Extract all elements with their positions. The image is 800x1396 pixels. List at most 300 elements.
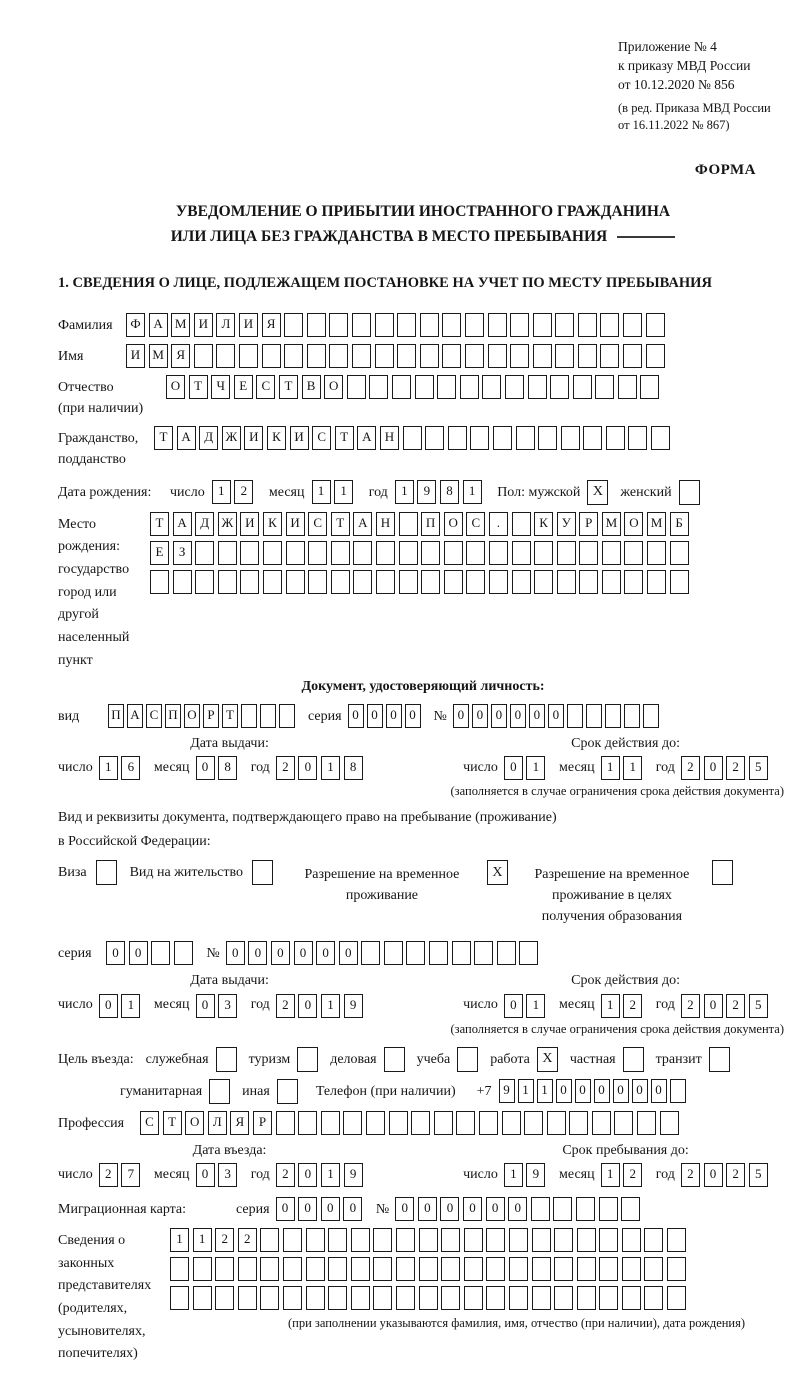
- char-cell[interactable]: [353, 541, 372, 565]
- char-cell[interactable]: [567, 704, 583, 728]
- char-cell[interactable]: [399, 541, 418, 565]
- char-cell[interactable]: Ч: [211, 375, 230, 399]
- char-cell[interactable]: [605, 704, 621, 728]
- char-cell[interactable]: [599, 1286, 618, 1310]
- char-cell[interactable]: [489, 570, 508, 594]
- char-cell[interactable]: [488, 313, 507, 337]
- char-cell[interactable]: Ж: [222, 426, 241, 450]
- char-cell[interactable]: [260, 1228, 279, 1252]
- char-cell[interactable]: А: [357, 426, 376, 450]
- char-cell[interactable]: [331, 541, 350, 565]
- char-cell[interactable]: [441, 1257, 460, 1281]
- checkbox-purpose-official[interactable]: [216, 1047, 237, 1072]
- char-cell[interactable]: [644, 1228, 663, 1252]
- char-cell[interactable]: [667, 1257, 686, 1281]
- id-doc-number-cells[interactable]: [453, 704, 662, 728]
- char-cell[interactable]: 0: [343, 1197, 362, 1221]
- char-cell[interactable]: [488, 344, 507, 368]
- char-cell[interactable]: [577, 1228, 596, 1252]
- char-cell[interactable]: И: [290, 426, 309, 450]
- char-cell[interactable]: [579, 541, 598, 565]
- char-cell[interactable]: [482, 375, 501, 399]
- char-cell[interactable]: Ж: [218, 512, 237, 536]
- char-cell[interactable]: [606, 426, 625, 450]
- char-cell[interactable]: 2: [215, 1228, 234, 1252]
- char-cell[interactable]: [528, 375, 547, 399]
- char-cell[interactable]: 0: [106, 941, 125, 965]
- profession-cells[interactable]: [140, 1111, 682, 1135]
- char-cell[interactable]: 1: [601, 994, 620, 1018]
- char-cell[interactable]: О: [166, 375, 185, 399]
- char-cell[interactable]: [624, 704, 640, 728]
- char-cell[interactable]: [238, 1257, 257, 1281]
- char-cell[interactable]: Р: [203, 704, 219, 728]
- char-cell[interactable]: [640, 375, 659, 399]
- char-cell[interactable]: [321, 1111, 340, 1135]
- char-cell[interactable]: И: [240, 512, 259, 536]
- birth-month-cells[interactable]: [312, 480, 357, 504]
- char-cell[interactable]: [389, 1111, 408, 1135]
- char-cell[interactable]: [524, 1111, 543, 1135]
- char-cell[interactable]: И: [239, 313, 258, 337]
- char-cell[interactable]: [376, 570, 395, 594]
- char-cell[interactable]: Л: [208, 1111, 227, 1135]
- char-cell[interactable]: [622, 1286, 641, 1310]
- char-cell[interactable]: [195, 541, 214, 565]
- checkbox-purpose-tourism[interactable]: [297, 1047, 318, 1072]
- char-cell[interactable]: 9: [417, 480, 436, 504]
- char-cell[interactable]: [366, 1111, 385, 1135]
- char-cell[interactable]: [465, 344, 484, 368]
- id-doc-until-year-cells[interactable]: [681, 756, 771, 780]
- char-cell[interactable]: [547, 1111, 566, 1135]
- char-cell[interactable]: [486, 1228, 505, 1252]
- patronymic-cells[interactable]: [166, 375, 663, 399]
- char-cell[interactable]: [622, 1257, 641, 1281]
- id-doc-until-day-cells[interactable]: [504, 756, 549, 780]
- char-cell[interactable]: [307, 313, 326, 337]
- char-cell[interactable]: [538, 426, 557, 450]
- char-cell[interactable]: [592, 1111, 611, 1135]
- char-cell[interactable]: [421, 541, 440, 565]
- char-cell[interactable]: [464, 1228, 483, 1252]
- char-cell[interactable]: 2: [726, 1163, 745, 1187]
- char-cell[interactable]: И: [286, 512, 305, 536]
- char-cell[interactable]: [554, 1228, 573, 1252]
- char-cell[interactable]: [352, 344, 371, 368]
- char-cell[interactable]: [444, 541, 463, 565]
- char-cell[interactable]: С: [312, 426, 331, 450]
- char-cell[interactable]: [260, 1257, 279, 1281]
- char-cell[interactable]: [240, 570, 259, 594]
- char-cell[interactable]: Т: [163, 1111, 182, 1135]
- char-cell[interactable]: [624, 570, 643, 594]
- char-cell[interactable]: 0: [367, 704, 383, 728]
- char-cell[interactable]: 1: [526, 756, 545, 780]
- char-cell[interactable]: [452, 941, 471, 965]
- char-cell[interactable]: [667, 1286, 686, 1310]
- char-cell[interactable]: 0: [248, 941, 267, 965]
- char-cell[interactable]: 0: [418, 1197, 437, 1221]
- char-cell[interactable]: [276, 1111, 295, 1135]
- char-cell[interactable]: [595, 375, 614, 399]
- char-cell[interactable]: [533, 344, 552, 368]
- char-cell[interactable]: [170, 1257, 189, 1281]
- char-cell[interactable]: 1: [334, 480, 353, 504]
- char-cell[interactable]: 0: [504, 994, 523, 1018]
- stay-doc-until-month-cells[interactable]: [601, 994, 646, 1018]
- char-cell[interactable]: Е: [234, 375, 253, 399]
- char-cell[interactable]: 1: [518, 1079, 534, 1103]
- char-cell[interactable]: [239, 344, 258, 368]
- char-cell[interactable]: [352, 313, 371, 337]
- char-cell[interactable]: 2: [681, 994, 700, 1018]
- char-cell[interactable]: [263, 570, 282, 594]
- char-cell[interactable]: 6: [121, 756, 140, 780]
- char-cell[interactable]: [193, 1286, 212, 1310]
- char-cell[interactable]: Я: [262, 313, 281, 337]
- char-cell[interactable]: [643, 704, 659, 728]
- char-cell[interactable]: Т: [222, 704, 238, 728]
- char-cell[interactable]: [660, 1111, 679, 1135]
- id-doc-issue-year-cells[interactable]: [276, 756, 366, 780]
- char-cell[interactable]: 0: [99, 994, 118, 1018]
- char-cell[interactable]: [308, 541, 327, 565]
- char-cell[interactable]: [307, 344, 326, 368]
- char-cell[interactable]: [215, 1257, 234, 1281]
- char-cell[interactable]: 0: [386, 704, 402, 728]
- char-cell[interactable]: [512, 512, 531, 536]
- char-cell[interactable]: О: [185, 1111, 204, 1135]
- id-doc-kind-cells[interactable]: [108, 704, 298, 728]
- char-cell[interactable]: [193, 1257, 212, 1281]
- char-cell[interactable]: 0: [508, 1197, 527, 1221]
- char-cell[interactable]: 0: [613, 1079, 629, 1103]
- char-cell[interactable]: [505, 375, 524, 399]
- char-cell[interactable]: В: [302, 375, 321, 399]
- char-cell[interactable]: [555, 313, 574, 337]
- checkbox-purpose-business[interactable]: [384, 1047, 405, 1072]
- char-cell[interactable]: М: [149, 344, 168, 368]
- char-cell[interactable]: [284, 313, 303, 337]
- char-cell[interactable]: [283, 1257, 302, 1281]
- char-cell[interactable]: 1: [321, 994, 340, 1018]
- char-cell[interactable]: 0: [594, 1079, 610, 1103]
- char-cell[interactable]: 0: [704, 756, 723, 780]
- char-cell[interactable]: 0: [548, 704, 564, 728]
- checkbox-gender-male[interactable]: X: [587, 480, 608, 505]
- phone-cells[interactable]: [499, 1079, 689, 1103]
- stay-until-year-cells[interactable]: [681, 1163, 771, 1187]
- char-cell[interactable]: 1: [212, 480, 231, 504]
- char-cell[interactable]: [306, 1228, 325, 1252]
- char-cell[interactable]: 8: [344, 756, 363, 780]
- char-cell[interactable]: И: [244, 426, 263, 450]
- char-cell[interactable]: Т: [279, 375, 298, 399]
- char-cell[interactable]: 0: [196, 756, 215, 780]
- birthplace-row2-cells[interactable]: [150, 541, 692, 565]
- char-cell[interactable]: [218, 570, 237, 594]
- char-cell[interactable]: Я: [230, 1111, 249, 1135]
- char-cell[interactable]: [489, 541, 508, 565]
- checkbox-residence-permit[interactable]: [252, 860, 273, 885]
- char-cell[interactable]: [397, 313, 416, 337]
- char-cell[interactable]: [573, 375, 592, 399]
- char-cell[interactable]: М: [171, 313, 190, 337]
- char-cell[interactable]: 9: [344, 994, 363, 1018]
- char-cell[interactable]: К: [267, 426, 286, 450]
- surname-cells[interactable]: [126, 313, 668, 337]
- entry-month-cells[interactable]: [196, 1163, 241, 1187]
- char-cell[interactable]: [644, 1257, 663, 1281]
- char-cell[interactable]: [240, 541, 259, 565]
- char-cell[interactable]: [351, 1257, 370, 1281]
- char-cell[interactable]: 2: [276, 994, 295, 1018]
- representatives-row1-cells[interactable]: [170, 1228, 745, 1252]
- char-cell[interactable]: 0: [704, 994, 723, 1018]
- char-cell[interactable]: 0: [491, 704, 507, 728]
- char-cell[interactable]: 3: [218, 994, 237, 1018]
- char-cell[interactable]: [328, 1257, 347, 1281]
- id-doc-series-cells[interactable]: [348, 704, 424, 728]
- char-cell[interactable]: [419, 1286, 438, 1310]
- char-cell[interactable]: [460, 375, 479, 399]
- char-cell[interactable]: [512, 541, 531, 565]
- char-cell[interactable]: [599, 1257, 618, 1281]
- checkbox-purpose-humanitarian[interactable]: [209, 1079, 230, 1104]
- char-cell[interactable]: [260, 1286, 279, 1310]
- char-cell[interactable]: [667, 1228, 686, 1252]
- char-cell[interactable]: [260, 704, 276, 728]
- char-cell[interactable]: 9: [344, 1163, 363, 1187]
- char-cell[interactable]: [263, 541, 282, 565]
- char-cell[interactable]: [329, 313, 348, 337]
- char-cell[interactable]: О: [324, 375, 343, 399]
- char-cell[interactable]: Д: [195, 512, 214, 536]
- char-cell[interactable]: Л: [216, 313, 235, 337]
- char-cell[interactable]: 0: [298, 1163, 317, 1187]
- char-cell[interactable]: [510, 344, 529, 368]
- stay-doc-issue-month-cells[interactable]: [196, 994, 241, 1018]
- stay-doc-series-cells[interactable]: [106, 941, 196, 965]
- char-cell[interactable]: 0: [440, 1197, 459, 1221]
- char-cell[interactable]: 0: [294, 941, 313, 965]
- char-cell[interactable]: [670, 570, 689, 594]
- char-cell[interactable]: [434, 1111, 453, 1135]
- stay-until-day-cells[interactable]: [504, 1163, 549, 1187]
- char-cell[interactable]: [509, 1286, 528, 1310]
- char-cell[interactable]: 0: [316, 941, 335, 965]
- char-cell[interactable]: [343, 1111, 362, 1135]
- char-cell[interactable]: [286, 570, 305, 594]
- char-cell[interactable]: 0: [298, 756, 317, 780]
- char-cell[interactable]: А: [173, 512, 192, 536]
- char-cell[interactable]: 1: [537, 1079, 553, 1103]
- char-cell[interactable]: [420, 313, 439, 337]
- char-cell[interactable]: 9: [526, 1163, 545, 1187]
- char-cell[interactable]: [578, 344, 597, 368]
- char-cell[interactable]: 0: [632, 1079, 648, 1103]
- char-cell[interactable]: [647, 570, 666, 594]
- char-cell[interactable]: [170, 1286, 189, 1310]
- char-cell[interactable]: [406, 941, 425, 965]
- char-cell[interactable]: [399, 570, 418, 594]
- firstname-cells[interactable]: [126, 344, 668, 368]
- char-cell[interactable]: 0: [348, 704, 364, 728]
- char-cell[interactable]: Т: [189, 375, 208, 399]
- char-cell[interactable]: [628, 426, 647, 450]
- char-cell[interactable]: [553, 1197, 572, 1221]
- char-cell[interactable]: 2: [681, 756, 700, 780]
- char-cell[interactable]: Т: [154, 426, 173, 450]
- char-cell[interactable]: Я: [171, 344, 190, 368]
- char-cell[interactable]: 8: [440, 480, 459, 504]
- char-cell[interactable]: 2: [99, 1163, 118, 1187]
- char-cell[interactable]: [195, 570, 214, 594]
- stay-doc-until-day-cells[interactable]: [504, 994, 549, 1018]
- char-cell[interactable]: [286, 541, 305, 565]
- char-cell[interactable]: А: [127, 704, 143, 728]
- checkbox-gender-female[interactable]: [679, 480, 700, 505]
- checkbox-purpose-transit[interactable]: [709, 1047, 730, 1072]
- char-cell[interactable]: [464, 1257, 483, 1281]
- char-cell[interactable]: [241, 704, 257, 728]
- char-cell[interactable]: [397, 344, 416, 368]
- checkbox-visa[interactable]: [96, 860, 117, 885]
- char-cell[interactable]: [466, 541, 485, 565]
- char-cell[interactable]: 0: [298, 1197, 317, 1221]
- char-cell[interactable]: 0: [196, 1163, 215, 1187]
- char-cell[interactable]: [306, 1257, 325, 1281]
- char-cell[interactable]: [150, 570, 169, 594]
- char-cell[interactable]: [216, 344, 235, 368]
- char-cell[interactable]: 0: [704, 1163, 723, 1187]
- char-cell[interactable]: [623, 344, 642, 368]
- char-cell[interactable]: 1: [504, 1163, 523, 1187]
- char-cell[interactable]: [174, 941, 193, 965]
- char-cell[interactable]: 0: [463, 1197, 482, 1221]
- char-cell[interactable]: [600, 313, 619, 337]
- char-cell[interactable]: [419, 1257, 438, 1281]
- char-cell[interactable]: [465, 313, 484, 337]
- checkbox-temp-residence-education[interactable]: [712, 860, 733, 885]
- char-cell[interactable]: Т: [150, 512, 169, 536]
- migration-series-cells[interactable]: [276, 1197, 366, 1221]
- char-cell[interactable]: 0: [556, 1079, 572, 1103]
- char-cell[interactable]: М: [602, 512, 621, 536]
- char-cell[interactable]: 0: [271, 941, 290, 965]
- char-cell[interactable]: 5: [749, 994, 768, 1018]
- char-cell[interactable]: [420, 344, 439, 368]
- char-cell[interactable]: [622, 1228, 641, 1252]
- char-cell[interactable]: [579, 570, 598, 594]
- char-cell[interactable]: [637, 1111, 656, 1135]
- char-cell[interactable]: [534, 541, 553, 565]
- char-cell[interactable]: [375, 344, 394, 368]
- char-cell[interactable]: М: [647, 512, 666, 536]
- char-cell[interactable]: [614, 1111, 633, 1135]
- char-cell[interactable]: [376, 541, 395, 565]
- char-cell[interactable]: 0: [405, 704, 421, 728]
- char-cell[interactable]: [464, 1286, 483, 1310]
- char-cell[interactable]: 0: [453, 704, 469, 728]
- char-cell[interactable]: 2: [276, 1163, 295, 1187]
- char-cell[interactable]: [532, 1286, 551, 1310]
- char-cell[interactable]: С: [140, 1111, 159, 1135]
- char-cell[interactable]: [441, 1286, 460, 1310]
- char-cell[interactable]: [512, 570, 531, 594]
- char-cell[interactable]: Б: [670, 512, 689, 536]
- char-cell[interactable]: К: [263, 512, 282, 536]
- char-cell[interactable]: 2: [681, 1163, 700, 1187]
- stay-doc-issue-year-cells[interactable]: [276, 994, 366, 1018]
- checkbox-purpose-study[interactable]: [457, 1047, 478, 1072]
- char-cell[interactable]: 9: [499, 1079, 515, 1103]
- char-cell[interactable]: [651, 426, 670, 450]
- char-cell[interactable]: А: [177, 426, 196, 450]
- char-cell[interactable]: 2: [726, 994, 745, 1018]
- birth-day-cells[interactable]: [212, 480, 257, 504]
- char-cell[interactable]: [384, 941, 403, 965]
- char-cell[interactable]: [298, 1111, 317, 1135]
- char-cell[interactable]: Р: [579, 512, 598, 536]
- id-doc-until-month-cells[interactable]: [601, 756, 646, 780]
- char-cell[interactable]: [646, 344, 665, 368]
- char-cell[interactable]: [486, 1286, 505, 1310]
- birthplace-row3-cells[interactable]: [150, 570, 692, 594]
- checkbox-purpose-other[interactable]: [277, 1079, 298, 1104]
- char-cell[interactable]: [599, 1228, 618, 1252]
- checkbox-purpose-work[interactable]: X: [537, 1047, 558, 1072]
- char-cell[interactable]: О: [624, 512, 643, 536]
- char-cell[interactable]: 1: [99, 756, 118, 780]
- char-cell[interactable]: [554, 1257, 573, 1281]
- char-cell[interactable]: А: [149, 313, 168, 337]
- char-cell[interactable]: П: [108, 704, 124, 728]
- char-cell[interactable]: [361, 941, 380, 965]
- char-cell[interactable]: [328, 1228, 347, 1252]
- char-cell[interactable]: [279, 704, 295, 728]
- char-cell[interactable]: [531, 1197, 550, 1221]
- char-cell[interactable]: К: [534, 512, 553, 536]
- char-cell[interactable]: [554, 1286, 573, 1310]
- char-cell[interactable]: 0: [339, 941, 358, 965]
- char-cell[interactable]: [328, 1286, 347, 1310]
- char-cell[interactable]: [442, 344, 461, 368]
- char-cell[interactable]: 2: [276, 756, 295, 780]
- char-cell[interactable]: [399, 512, 418, 536]
- char-cell[interactable]: [550, 375, 569, 399]
- char-cell[interactable]: [437, 375, 456, 399]
- id-doc-issue-day-cells[interactable]: [99, 756, 144, 780]
- char-cell[interactable]: Т: [335, 426, 354, 450]
- char-cell[interactable]: 2: [623, 994, 642, 1018]
- char-cell[interactable]: [448, 426, 467, 450]
- char-cell[interactable]: С: [466, 512, 485, 536]
- char-cell[interactable]: 0: [504, 756, 523, 780]
- char-cell[interactable]: [532, 1228, 551, 1252]
- id-doc-issue-month-cells[interactable]: [196, 756, 241, 780]
- char-cell[interactable]: [442, 313, 461, 337]
- char-cell[interactable]: Р: [253, 1111, 272, 1135]
- char-cell[interactable]: [509, 1228, 528, 1252]
- char-cell[interactable]: С: [308, 512, 327, 536]
- char-cell[interactable]: [624, 541, 643, 565]
- char-cell[interactable]: [519, 941, 538, 965]
- char-cell[interactable]: [284, 344, 303, 368]
- char-cell[interactable]: [561, 426, 580, 450]
- char-cell[interactable]: .: [489, 512, 508, 536]
